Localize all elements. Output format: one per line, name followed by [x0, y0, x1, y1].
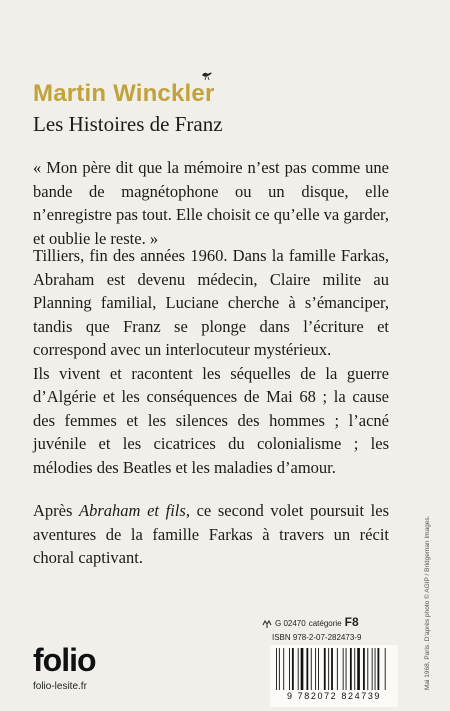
isbn: ISBN 978-2-07-282473-9	[272, 633, 362, 642]
price-category: F8	[344, 615, 359, 629]
category-label: catégorie	[308, 619, 342, 628]
series-blurb	[33, 499, 389, 570]
blurb-previous-title: Abraham et fils	[79, 501, 186, 520]
photo-credit: Mai 1968, Paris. D’après photo © AGIP / Bridgeman Images.	[424, 515, 431, 690]
catalog-code-line	[262, 615, 359, 629]
barcode	[270, 645, 398, 707]
summary-paragraph-2: Ils vivent et racontent les séquelles de la guerre d’Algérie et les conséquences de Mai 68 ; la cause des femmes et les silences des hommes ; l’acné juvénile et les cicatrices du colonialisme ; les mélodies des Beatles et les maladies d’amour.	[33, 363, 389, 477]
folio-bird-icon	[262, 619, 272, 629]
summary	[33, 244, 389, 479]
folio-logo: folio	[33, 642, 96, 678]
author-name: Martin Winckler	[33, 80, 215, 107]
publisher-website[interactable]: folio-lesite.fr	[33, 681, 87, 692]
barcode-bars	[274, 648, 394, 690]
barcode-digits: 9 782072 824739	[286, 691, 382, 701]
book-title: Les Histoires de Franz	[33, 112, 223, 136]
summary-paragraph-1: Tilliers, fin des années 1960. Dans la famille Farkas, Abraham est devenu médecin, Claire milite au Planning familial, Luciane cherche à s’émanciper, tandis que Franz se plonge dans l’écriture et correspond avec un interlocuteur mystérieux.	[33, 246, 389, 359]
opening-quote: « Mon père dit que la mémoire n’est pas comme une bande de magnétophone ou un disque, elle n’enregistre pas tout. Elle choisit ce qu’elle va garder, et oublie le reste. »	[33, 158, 389, 248]
blurb-after: , ce second volet poursuit les aventures de la famille Farkas à travers un récit choral captivant.	[33, 501, 390, 567]
blurb-before: Après	[33, 501, 80, 520]
catalog-number: G 02470	[275, 619, 306, 628]
